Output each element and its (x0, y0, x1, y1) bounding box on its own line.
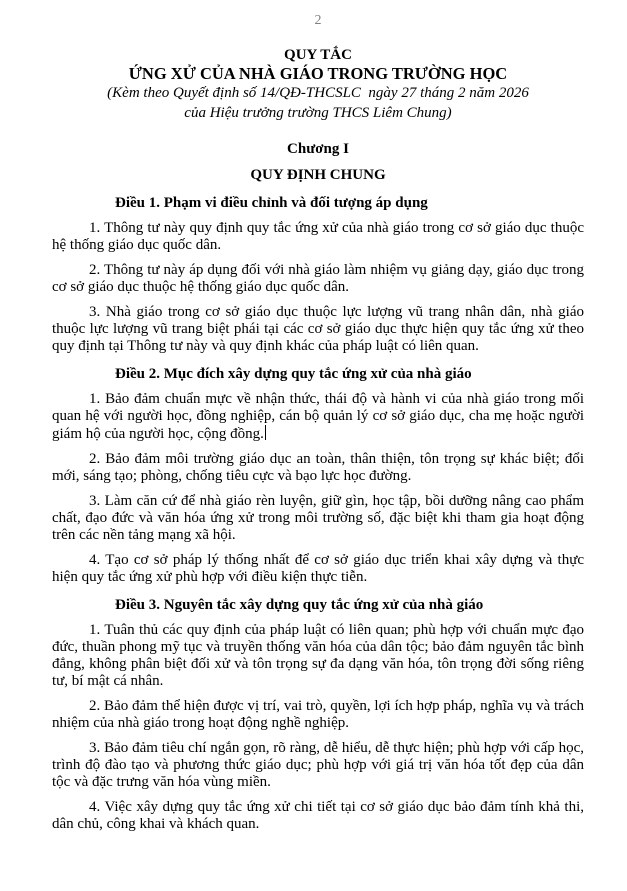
article-section (52, 597, 584, 833)
document-header (52, 46, 584, 123)
article-paragraph[interactable]: 2. Bảo đảm môi trường giáo dục an toàn, thân thiện, tôn trọng sự khác biệt; đổi mới, sáng tạo; phòng, chống tiêu cực và bạo lực học đường. (52, 451, 584, 484)
article-paragraph[interactable]: 3. Làm căn cứ để nhà giáo rèn luyện, giữ gìn, học tập, bồi dưỡng nâng cao phẩm chất, đạo đức và văn hóa ứng xử trong môi trường số, đặc biệt khi tham gia hoạt động trên các nền tảng mạng xã hội. (52, 493, 584, 543)
article-paragraph[interactable]: 3. Bảo đảm tiêu chí ngắn gọn, rõ ràng, dễ hiểu, dễ thực hiện; phù hợp với cấp học, trình độ đào tạo và phương thức giáo dục; phù hợp với giá trị văn hóa tốt đẹp của dân tộc và đặc trưng văn hóa vùng miền. (52, 740, 584, 790)
article-paragraph[interactable]: 2. Bảo đảm thể hiện được vị trí, vai trò, quyền, lợi ích hợp pháp, nghĩa vụ và trách nhiệm của nhà giáo trong hoạt động nghề nghiệp. (52, 698, 584, 731)
document-subtitle-line-2[interactable]: của Hiệu trưởng trường THCS Liêm Chung) (184, 105, 452, 121)
article-heading[interactable]: Điều 1. Phạm vi điều chỉnh và đối tượng áp dụng (115, 195, 428, 211)
article-paragraph[interactable]: 4. Tạo cơ sở pháp lý thống nhất để cơ sở giáo dục triển khai xây dựng và thực hiện quy tắc ứng xử phù hợp với điều kiện thực tiễn. (52, 552, 584, 585)
document-title-line-1[interactable]: QUY TẮC (284, 47, 352, 63)
article-paragraph[interactable]: 2. Thông tư này áp dụng đối với nhà giáo làm nhiệm vụ giảng dạy, giáo dục trong cơ sở giáo dục thuộc hệ thống giáo dục quốc dân. (52, 262, 584, 295)
article-heading[interactable]: Điều 2. Mục đích xây dựng quy tắc ứng xử của nhà giáo (115, 366, 472, 382)
document-title-line-2[interactable]: ỨNG XỬ CỦA NHÀ GIÁO TRONG TRƯỜNG HỌC (128, 64, 508, 83)
page-number: 2 (314, 13, 322, 28)
chapter-title[interactable]: QUY ĐỊNH CHUNG (250, 167, 386, 183)
article-heading[interactable]: Điều 3. Nguyên tắc xây dựng quy tắc ứng xử của nhà giáo (115, 597, 484, 613)
document-body (52, 195, 584, 833)
chapter-label[interactable]: Chương I (287, 141, 349, 157)
text-cursor (265, 425, 267, 440)
chapter-heading (52, 141, 584, 184)
article-paragraph[interactable]: 1. Thông tư này quy định quy tắc ứng xử của nhà giáo trong cơ sở giáo dục thuộc hệ thống giáo dục quốc dân. (52, 220, 584, 253)
article-paragraph[interactable]: 3. Nhà giáo trong cơ sở giáo dục thuộc lực lượng vũ trang nhân dân, nhà giáo thuộc lực lượng vũ trang biệt phái tại các cơ sở giáo dục thực hiện quy tắc ứng xử theo quy định tại Thông tư này và quy định khác của pháp luật có liên quan. (52, 304, 584, 354)
article-section (52, 195, 584, 355)
article-paragraph[interactable]: 4. Việc xây dựng quy tắc ứng xử chi tiết tại cơ sở giáo dục bảo đảm tính khả thi, dân chủ, công khai và khách quan. (52, 799, 584, 832)
article-section (52, 366, 584, 586)
article-paragraph[interactable]: 1. Tuân thủ các quy định của pháp luật có liên quan; phù hợp với chuẩn mực đạo đức, thuần phong mỹ tục và truyền thống văn hóa của dân tộc; bảo đảm nguyên tắc bình đẳng, không phân biệt đối xử và tôn trọng sự đa dạng văn hóa, tôn trọng đời sống riêng tư, bí mật cá nhân. (52, 622, 584, 689)
article-paragraph[interactable]: 1. Bảo đảm chuẩn mực về nhận thức, thái độ và hành vi của nhà giáo trong mối quan hệ với người học, đồng nghiệp, cán bộ quản lý cơ sở giáo dục, cha mẹ hoặc người giám hộ của người học, cộng đồng. (52, 391, 584, 442)
document-subtitle-line-1[interactable]: (Kèm theo Quyết định số 14/QĐ-THCSLC ngày 27 tháng 2 năm 2026 (107, 85, 529, 101)
